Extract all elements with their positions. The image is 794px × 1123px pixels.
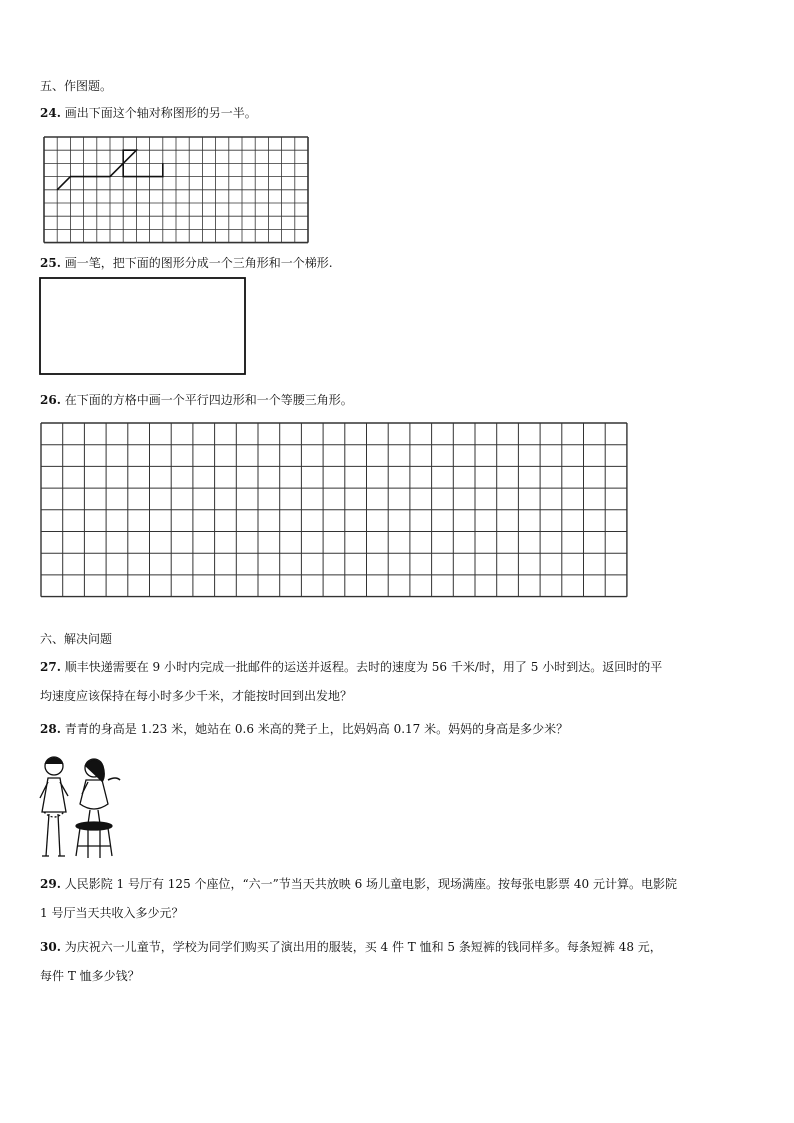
question-28-number: 28. [40, 722, 61, 736]
question-24-text: 画出下面这个轴对称图形的另一半。 [64, 106, 257, 120]
question-25-number: 25. [40, 256, 61, 270]
girl-and-mother-illustration [36, 752, 126, 862]
question-30-line-1 [40, 939, 760, 955]
question-24-number: 24. [40, 106, 61, 120]
question-26 [40, 392, 760, 408]
question-29-text: 人民影院 1 号厅有 125 个座位，“六一”节当天共放映 6 场儿童电影，现场满座。按每张电影票 40 元计算。电影院 [64, 877, 677, 891]
question-27-line-1 [40, 659, 760, 675]
question-30-text: 为庆祝六一儿童节，学校为同学们购买了演出用的服装，买 4 件 T 恤和 5 条短裤的钱同样多。每条短裤 48 元， [64, 940, 662, 954]
symmetry-grid [40, 133, 310, 245]
question-26-text: 在下面的方格中画一个平行四边形和一个等腰三角形。 [64, 393, 353, 407]
section-5-heading: 五、作图题。 [40, 79, 113, 93]
question-27-text: 顺丰快递需要在 9 小时内完成一批邮件的运送并返程。去时的速度为 56 千米/时，用了 5 小时到达。返回时的平 [64, 660, 663, 674]
question-29-number: 29. [40, 877, 61, 891]
question-29-line-2: 1 号厅当天共收入多少元？ [40, 906, 184, 920]
question-26-number: 26. [40, 393, 61, 407]
question-27-line-2: 均速度应该保持在每小时多少千米，才能按时回到出发地？ [40, 689, 353, 703]
question-30-number: 30. [40, 940, 61, 954]
question-29-line-1 [40, 876, 760, 892]
rectangle-figure [38, 276, 248, 376]
question-28-text: 青青的身高是 1.23 米，她站在 0.6 米高的凳子上，比妈妈高 0.17 米。妈妈的身高是多少米？ [64, 722, 569, 736]
drawing-grid [39, 421, 631, 625]
question-28 [40, 721, 760, 737]
question-30-line-2: 每件 T 恤多少钱？ [40, 969, 140, 983]
question-25 [40, 255, 760, 271]
question-24 [40, 105, 760, 121]
section-6-heading: 六、解决问题 [40, 632, 113, 646]
question-25-text: 画一笔，把下面的图形分成一个三角形和一个梯形. [64, 256, 333, 270]
question-27-number: 27. [40, 660, 61, 674]
